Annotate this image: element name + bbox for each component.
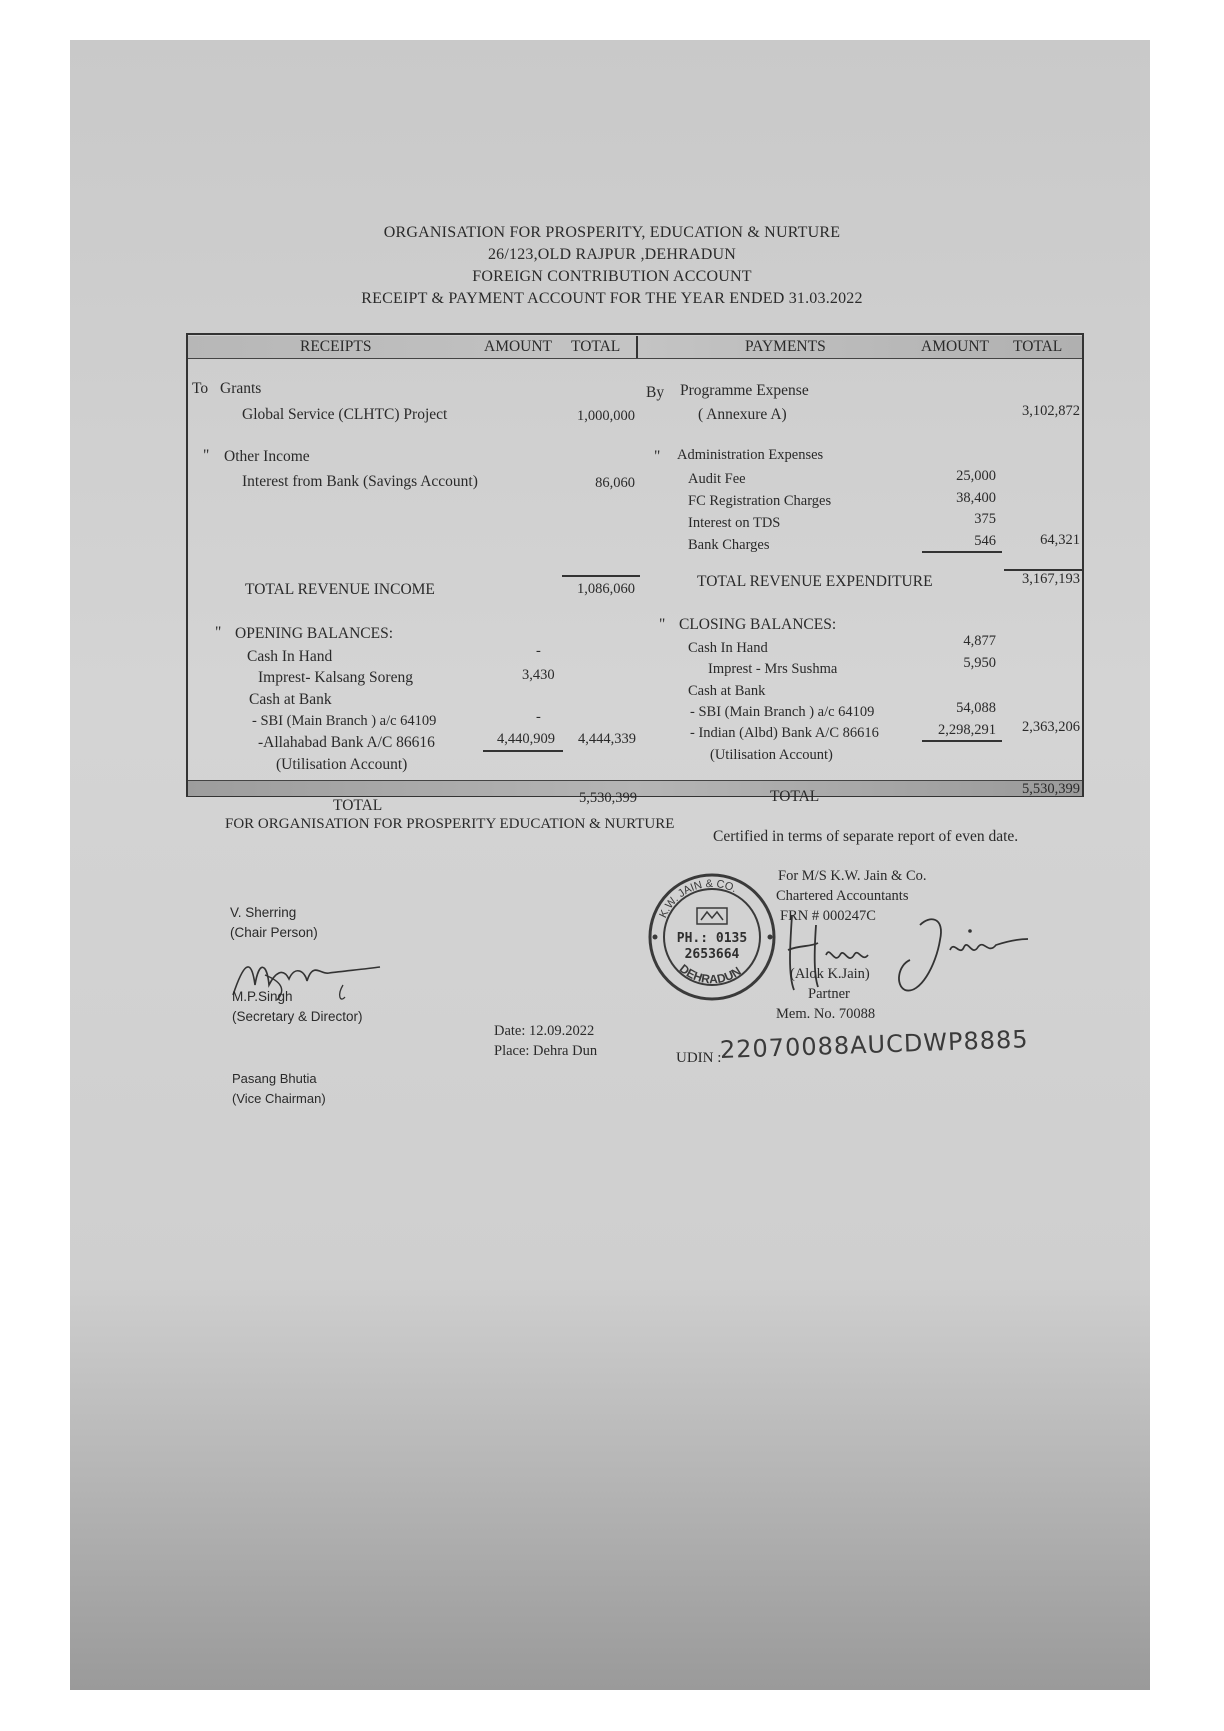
receipt-global-service-total: 1,000,000	[577, 408, 635, 424]
receipt-opening-total: 4,444,339	[578, 731, 636, 747]
payment-audit-fee-amount: 25,000	[956, 468, 996, 484]
payment-cash-in-hand-amount: 4,877	[963, 633, 996, 649]
payment-sbi-amount: 54,088	[956, 700, 996, 716]
certified-note: Certified in terms of separate report of even date.	[713, 828, 1019, 845]
auditor-frn: FRN # 000247C	[780, 908, 876, 924]
ditto-mark: "	[215, 624, 222, 641]
payment-total-revenue-expenditure: TOTAL REVENUE EXPENDITURE	[697, 573, 933, 590]
col-amount-2: AMOUNT	[921, 338, 990, 355]
receipt-other-income: Other Income	[224, 448, 310, 465]
rule	[922, 740, 1002, 742]
receipt-cash-in-hand: Cash In Hand	[247, 648, 333, 665]
stamp-top-text: K.W. JAIN & CO.	[657, 877, 739, 920]
payment-cash-in-hand: Cash In Hand	[688, 640, 768, 656]
svg-text:DEHRADUN	[677, 961, 744, 986]
payment-bank-charges: Bank Charges	[688, 537, 770, 553]
receipt-grand-total: 5,530,399	[579, 790, 637, 806]
payment-interest-tds: Interest on TDS	[688, 515, 781, 531]
payment-imprest-amount: 5,950	[963, 655, 996, 671]
account-title: FOREIGN CONTRIBUTION ACCOUNT	[472, 268, 752, 285]
payment-indian-bank: - Indian (Albd) Bank A/C 86616	[690, 725, 879, 741]
payment-utilisation: (Utilisation Account)	[710, 747, 833, 763]
receipt-allahabad: -Allahabad Bank A/C 86616	[258, 734, 435, 751]
payment-total-revenue-expenditure-value: 3,167,193	[1022, 571, 1080, 587]
payment-admin-total: 64,321	[1040, 532, 1080, 548]
chair-name: V. Sherring	[230, 905, 297, 920]
rule	[483, 750, 563, 752]
receipt-imprest-amount: 3,430	[522, 667, 555, 683]
payment-audit-fee: Audit Fee	[688, 471, 746, 487]
receipt-global-service: Global Service (CLHTC) Project	[242, 406, 448, 423]
secretary-role: (Secretary & Director)	[232, 1009, 363, 1024]
partner-role: Partner	[808, 986, 850, 1002]
stamp-phone-label: PH.: 0135	[676, 931, 748, 946]
auditor-firm: For M/S K.W. Jain & Co.	[778, 868, 927, 884]
col-total-2: TOTAL	[1013, 338, 1063, 355]
membership-number: Mem. No. 70088	[776, 1006, 876, 1022]
ditto-mark: "	[203, 447, 210, 464]
stamp-phone-number: 2653664	[684, 947, 740, 962]
receipt-total-revenue-income: TOTAL REVENUE INCOME	[245, 581, 435, 598]
org-address: 26/123,OLD RAJPUR ,DEHRADUN	[487, 246, 737, 263]
receipt-imprest: Imprest- Kalsang Soreng	[258, 669, 413, 686]
payment-closing-balances: CLOSING BALANCES:	[679, 616, 837, 633]
payment-cash-at-bank: Cash at Bank	[688, 683, 766, 699]
payment-fc-registration: FC Registration Charges	[688, 493, 832, 509]
receipt-grants: Grants	[220, 380, 262, 397]
receipt-cash-at-bank: Cash at Bank	[249, 691, 332, 708]
rule	[922, 551, 1002, 553]
rule	[562, 575, 640, 577]
vice-chair-role: (Vice Chairman)	[232, 1091, 326, 1106]
paper-sheet	[70, 40, 1150, 1690]
payment-sbi: - SBI (Main Branch ) a/c 64109	[690, 704, 875, 720]
receipt-opening-balances: OPENING BALANCES:	[235, 625, 394, 642]
report-place: Place: Dehra Dun	[494, 1043, 598, 1059]
payment-by: By	[646, 384, 665, 401]
receipt-sbi-amount: -	[536, 709, 541, 725]
secretary-name: M.P.Singh	[232, 989, 293, 1004]
payment-closing-total: 2,363,206	[1022, 719, 1080, 735]
report-date: Date: 12.09.2022	[494, 1023, 595, 1039]
receipt-utilisation: (Utilisation Account)	[276, 756, 408, 773]
receipt-cash-in-hand-amount: -	[536, 643, 541, 659]
org-title: ORGANISATION FOR PROSPERITY, EDUCATION & NURTURE	[383, 224, 841, 241]
payment-interest-tds-amount: 375	[974, 511, 996, 527]
payment-admin-expenses: Administration Expenses	[677, 447, 824, 463]
payment-annexure: ( Annexure A)	[698, 406, 787, 423]
col-payments: PAYMENTS	[745, 338, 826, 355]
column-divider	[636, 336, 638, 358]
receipt-sbi: - SBI (Main Branch ) a/c 64109	[252, 713, 437, 729]
receipt-total-revenue-income-value: 1,086,060	[577, 581, 635, 597]
udin-label: UDIN :	[676, 1050, 722, 1066]
stamp-bottom-text: DEHRADUN	[676, 961, 744, 987]
payment-indian-bank-amount: 2,298,291	[938, 722, 996, 738]
payment-programme-expense: Programme Expense	[680, 382, 809, 399]
auditor-firm-role: Chartered Accountants	[776, 888, 909, 904]
col-amount: AMOUNT	[484, 338, 553, 355]
statement-title: RECEIPT & PAYMENT ACCOUNT FOR THE YEAR ENDED 31.03.2022	[361, 290, 863, 307]
receipt-total-label: TOTAL	[333, 797, 383, 814]
receipt-to: To	[192, 380, 209, 397]
vice-chair-name: Pasang Bhutia	[232, 1071, 317, 1086]
col-receipts: RECEIPTS	[300, 338, 372, 355]
ditto-mark: "	[659, 616, 666, 633]
payment-programme-total: 3,102,872	[1022, 403, 1080, 419]
receipt-allahabad-amount: 4,440,909	[497, 731, 555, 747]
receipt-interest-bank: Interest from Bank (Savings Account)	[242, 473, 478, 490]
receipt-interest-bank-total: 86,060	[595, 475, 635, 491]
payment-imprest: Imprest - Mrs Sushma	[708, 661, 838, 677]
partner-name: (Alok K.Jain)	[790, 966, 870, 982]
for-organisation: FOR ORGANISATION FOR PROSPERITY EDUCATION & NURTURE	[225, 816, 675, 832]
payment-total-label: TOTAL	[770, 788, 820, 805]
ditto-mark: "	[654, 448, 661, 465]
payment-bank-charges-amount: 546	[974, 533, 996, 549]
payment-grand-total: 5,530,399	[1022, 781, 1080, 797]
chair-role: (Chair Person)	[230, 925, 318, 940]
payment-fc-registration-amount: 38,400	[956, 490, 996, 506]
udin-value: 22070088AUCDWP8885	[719, 1025, 1029, 1064]
auditor-stamp	[645, 870, 780, 1005]
col-total: TOTAL	[571, 338, 621, 355]
